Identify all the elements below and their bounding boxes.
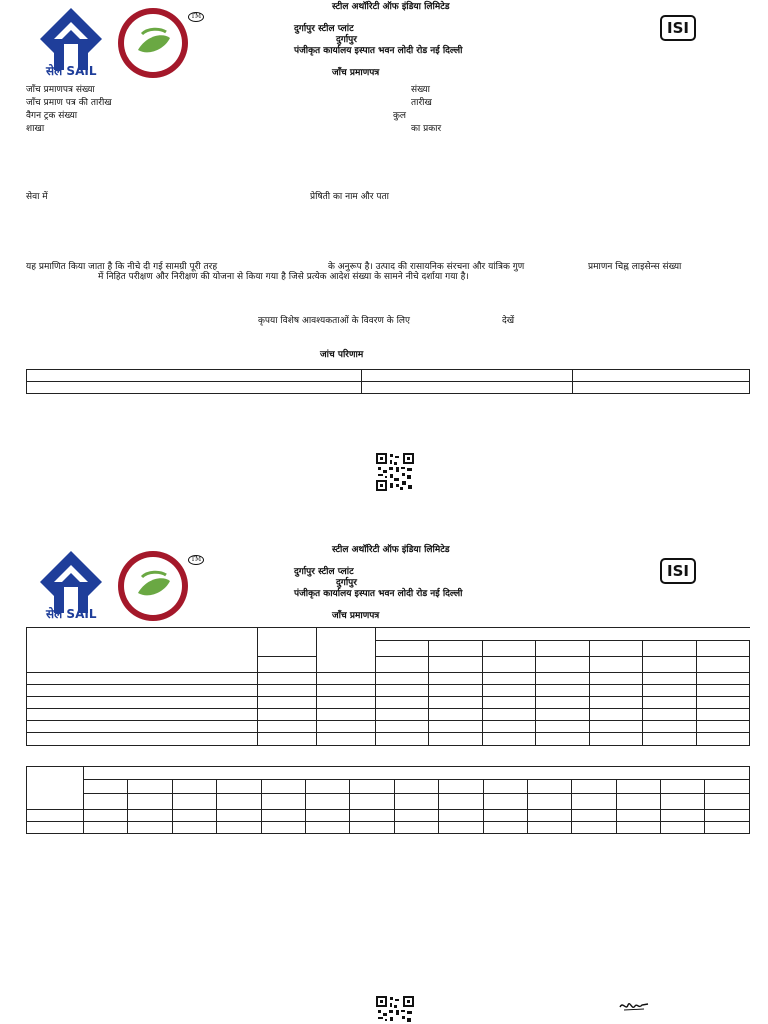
table-cell [128,810,172,822]
table-cell [536,721,589,733]
trademark-label: TM [188,12,204,22]
table-cell [305,810,349,822]
table-cell [483,794,527,810]
table-cell [172,794,216,810]
certify-text-2: में निहित परीक्षण और निरीक्षण की योजना से किया गया है जिसे प्रत्येक आदेश संख्या के सामने नीचे दर्शाया गया है। [98,272,469,282]
document-title: जाँच प्रमाणपत्र [332,611,380,621]
table-cell [573,382,750,394]
qr-code-icon [376,453,414,491]
table-cell [376,673,429,685]
table-cell [317,628,376,673]
table-cell [482,641,535,657]
table-cell [483,822,527,834]
table-cell [429,673,482,685]
table-cell [429,709,482,721]
table-cell [376,709,429,721]
table-cell [696,733,749,746]
table-cell [616,810,660,822]
registered-office: पंजीकृत कार्यालय इस्पात भवन लोदी रोड नई दिल्ली [294,46,463,56]
table-cell [643,697,696,709]
table-cell [258,628,317,657]
table-cell [128,780,172,794]
table-cell [589,657,642,673]
table-cell [217,794,261,810]
field-date: तारीख [411,98,432,108]
sail-logo-text: सेल SAIL [46,64,97,78]
table-cell [258,709,317,721]
table-cell [536,641,589,657]
table-cell [439,794,483,810]
see-label: देखें [502,316,515,326]
table-cell [27,767,84,810]
table-cell [128,794,172,810]
table-cell [317,709,376,721]
table-cell [258,721,317,733]
license-label: प्रमाणन चिह्न लाइसेन्स संख्या [588,262,682,272]
composition-table [26,627,750,746]
table-cell [705,810,750,822]
table-cell [482,709,535,721]
field-wagon-truck-number: वैगन ट्रक संख्या [26,111,78,121]
table-cell [376,697,429,709]
table-cell [482,733,535,746]
table-cell [643,641,696,657]
table-cell [305,794,349,810]
table-cell [429,697,482,709]
table-cell [429,721,482,733]
certify-text-1: यह प्रमाणित किया जाता है कि नीचे दी गई सामग्री पूरी तरह [26,262,218,272]
green-seal-icon [116,6,190,80]
table-cell [350,794,394,810]
table-cell [643,685,696,697]
table-cell [527,822,571,834]
city-name: दुर्गापुर [336,578,357,588]
table-cell [394,822,438,834]
table-cell [394,810,438,822]
trademark-label: TM [188,555,204,565]
table-cell [589,641,642,657]
table-cell [643,733,696,746]
table-cell [350,822,394,834]
table-cell [527,780,571,794]
field-branch: शाखा [26,124,45,134]
table-cell [572,794,616,810]
table-cell [696,685,749,697]
document-title: जाँच प्रमाणपत्र [332,68,380,78]
table-cell [317,685,376,697]
table-cell [429,641,482,657]
table-cell [258,685,317,697]
table-cell [696,641,749,657]
table-cell [317,721,376,733]
isi-mark-icon: ISI [660,558,696,584]
table-cell [439,780,483,794]
table-cell [536,657,589,673]
table-cell [376,685,429,697]
field-number: संख्या [411,85,430,95]
table-cell [261,810,305,822]
registered-office: पंजीकृत कार्यालय इस्पात भवन लोदी रोड नई दिल्ली [294,589,463,599]
table-cell [317,733,376,746]
table-cell [217,780,261,794]
table-cell [305,822,349,834]
consignee-label: प्रेषिती का नाम और पता [310,192,389,202]
table-cell [172,780,216,794]
table-cell [643,709,696,721]
table-cell [589,673,642,685]
certify-text-mid: के अनुरूप है। उत्पाद की रासायनिक संरचना और यांत्रिक गुण [328,262,525,272]
mechanical-table [26,766,750,834]
table-cell [394,794,438,810]
table-cell [482,673,535,685]
field-total: कुल [393,111,407,121]
table-cell [261,780,305,794]
plant-name: दुर्गापुर स्टील प्लांट [294,24,354,34]
table-cell [589,709,642,721]
table-cell [84,794,128,810]
table-cell [217,810,261,822]
company-name: स्टील अथॉरिटी ऑफ इंडिया लिमिटेड [332,545,450,555]
table-cell [527,810,571,822]
table-cell [27,721,258,733]
table-cell [573,370,750,382]
table-cell [27,628,258,673]
sail-logo-text: सेल SAIL [46,607,97,621]
table-cell [128,822,172,834]
table-cell [643,673,696,685]
table-cell [661,822,705,834]
table-cell [317,697,376,709]
table-cell [696,709,749,721]
company-name: स्टील अथॉरिटी ऑफ इंडिया लिमिटेड [332,2,450,12]
results-table [26,369,750,394]
table-cell [84,810,128,822]
table-cell [616,822,660,834]
table-cell [696,657,749,673]
table-cell [483,810,527,822]
city-name: दुर्गापुर [336,35,357,45]
table-cell [27,382,362,394]
qr-code-icon [376,996,414,1024]
results-title: जांच परिणाम [320,350,364,360]
table-cell [394,780,438,794]
table-cell [696,673,749,685]
table-cell [705,822,750,834]
signature-icon [618,997,650,1015]
table-cell [572,780,616,794]
isi-mark-icon: ISI [660,15,696,41]
table-cell [482,657,535,673]
table-cell [376,721,429,733]
field-certificate-number: जाँच प्रमाणपत्र संख्या [26,85,95,95]
to-label: सेवा में [26,192,48,202]
table-cell [705,794,750,810]
table-cell [536,697,589,709]
table-cell [643,721,696,733]
table-cell [429,685,482,697]
special-requirements-label: कृपया विशेष आवश्यकताओं के विवरण के लिए [258,316,410,326]
table-cell [696,697,749,709]
table-cell [258,697,317,709]
table-cell [429,657,482,673]
table-cell [172,822,216,834]
table-cell [536,709,589,721]
table-cell [589,721,642,733]
table-cell [84,822,128,834]
table-cell [705,780,750,794]
table-cell [27,822,84,834]
table-cell [84,780,128,794]
table-cell [258,657,317,673]
table-cell [376,733,429,746]
table-cell [27,685,258,697]
table-cell [572,810,616,822]
table-cell [616,794,660,810]
table-cell [376,641,429,657]
table-cell [376,657,429,673]
table-cell [536,685,589,697]
table-cell [696,721,749,733]
table-cell [317,673,376,685]
field-certificate-date: जाँच प्रमाण पत्र की तारीख [26,98,112,108]
table-cell [616,780,660,794]
table-cell [536,733,589,746]
table-cell [27,810,84,822]
table-cell [362,370,573,382]
table-cell [527,794,571,810]
table-cell [589,685,642,697]
table-cell [439,810,483,822]
table-cell [661,794,705,810]
table-cell [258,733,317,746]
table-cell [661,780,705,794]
table-cell [362,382,573,394]
table-cell [27,370,362,382]
table-cell [589,733,642,746]
table-cell [258,673,317,685]
table-cell [27,733,258,746]
plant-name: दुर्गापुर स्टील प्लांट [294,567,354,577]
table-cell [429,733,482,746]
table-cell [261,822,305,834]
table-cell [84,767,750,780]
table-cell [482,721,535,733]
table-cell [643,657,696,673]
table-cell [350,780,394,794]
table-cell [350,810,394,822]
table-cell [27,673,258,685]
table-cell [572,822,616,834]
table-cell [261,794,305,810]
table-cell [305,780,349,794]
table-cell [536,673,589,685]
table-cell [661,810,705,822]
table-cell [376,628,750,641]
table-cell [439,822,483,834]
table-cell [172,810,216,822]
table-cell [589,697,642,709]
field-type: का प्रकार [411,124,442,134]
table-cell [482,697,535,709]
green-seal-icon [116,549,190,623]
table-cell [483,780,527,794]
table-cell [27,697,258,709]
table-cell [27,709,258,721]
table-cell [482,685,535,697]
table-cell [217,822,261,834]
